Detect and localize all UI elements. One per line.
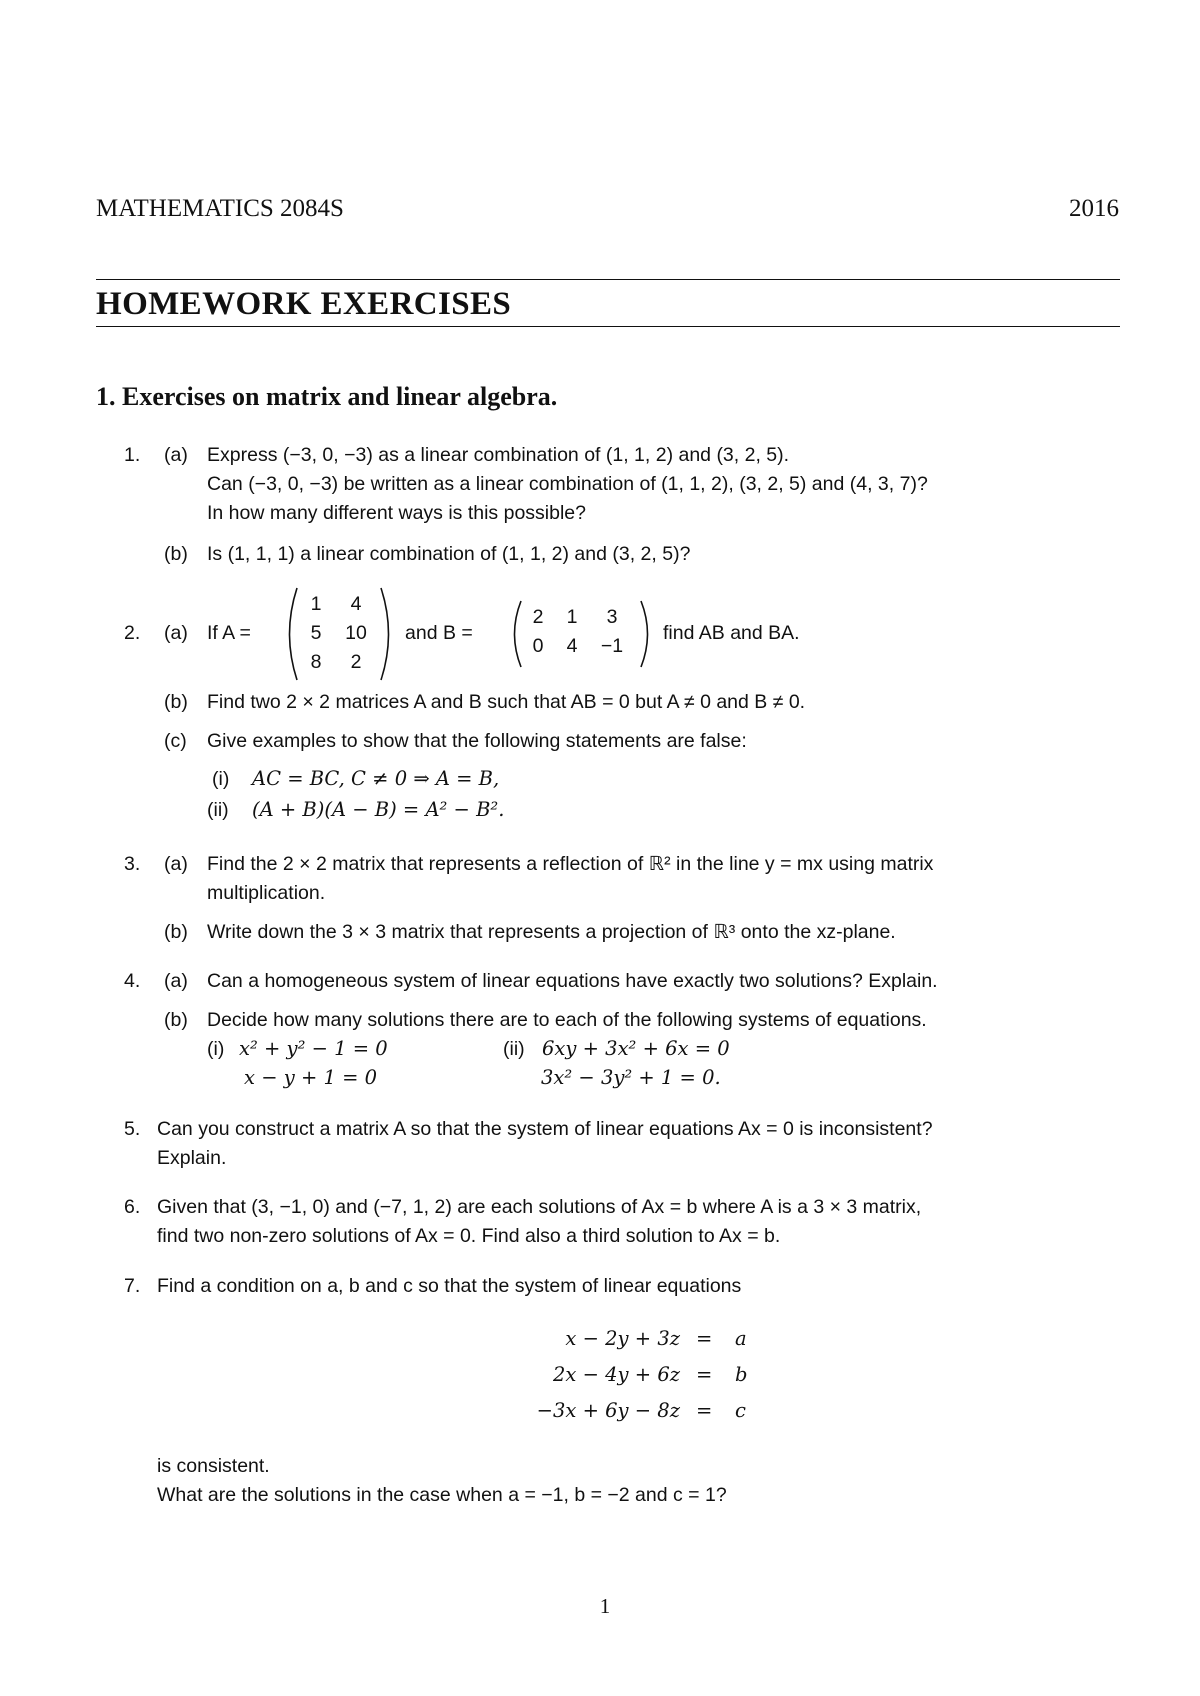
matrix-cell: 5 xyxy=(310,622,322,644)
math-statement: (A + B)(A − B) = A² − B². xyxy=(252,798,505,821)
question-text: Find the 2 × 2 matrix that represents a reflection of ℝ² in the line y = mx using matrix xyxy=(207,853,934,875)
question-text: and B = xyxy=(405,622,473,644)
question-text: Can you construct a matrix A so that the system of linear equations Ax = 0 is inconsistent? xyxy=(157,1118,933,1140)
question-number: 2. xyxy=(124,622,141,644)
matrix-cell: 4 xyxy=(566,635,578,657)
section-heading: 1. Exercises on matrix and linear algebra. xyxy=(96,382,558,411)
question-text: find two non-zero solutions of Ax = 0. Find also a third solution to Ax = b. xyxy=(157,1225,781,1247)
matrix-cell: 2 xyxy=(350,651,362,673)
part-label: (a) xyxy=(164,970,188,992)
question-text: Given that (3, −1, 0) and (−7, 1, 2) are each solutions of Ax = b where A is a 3 × 3 matrix, xyxy=(157,1196,922,1218)
question-number: 6. xyxy=(124,1196,141,1218)
matrix-cell: 4 xyxy=(350,593,362,615)
equation-rhs: c xyxy=(735,1399,746,1422)
question-text: Decide how many solutions there are to each of the following systems of equations. xyxy=(207,1009,927,1031)
equation-equals: = xyxy=(696,1399,713,1422)
course-code: MATHEMATICS 2084S xyxy=(96,195,344,222)
subpart-label: (ii) xyxy=(503,1038,525,1060)
part-label: (c) xyxy=(164,730,187,752)
question-text: Find two 2 × 2 matrices A and B such that AB = 0 but A ≠ 0 and B ≠ 0. xyxy=(207,691,806,713)
document-header xyxy=(96,194,1119,224)
part-label: (b) xyxy=(164,1009,188,1031)
question-text: In how many different ways is this possible? xyxy=(207,502,586,524)
question-text: Find a condition on a, b and c so that the system of linear equations xyxy=(157,1275,742,1297)
part-label: (a) xyxy=(164,622,188,644)
question-text: What are the solutions in the case when a = −1, b = −2 and c = 1? xyxy=(157,1484,727,1506)
question-number: 5. xyxy=(124,1118,141,1140)
matrix-cell: 10 xyxy=(345,622,367,644)
equation-lhs: −3x + 6y − 8z xyxy=(536,1399,680,1422)
equation-rhs: a xyxy=(735,1327,747,1350)
subpart-label: (i) xyxy=(212,768,230,790)
matrix-cell: 0 xyxy=(532,635,544,657)
question-text: Give examples to show that the following statements are false: xyxy=(207,730,747,752)
question-text: Write down the 3 × 3 matrix that represents a projection of ℝ³ onto the xz-plane. xyxy=(207,921,896,943)
matrix-cell: 1 xyxy=(566,606,578,628)
question-number: 1. xyxy=(124,444,141,466)
part-label: (a) xyxy=(164,853,188,875)
equation-lhs: x − 2y + 3z xyxy=(565,1327,680,1350)
question-text: Express (−3, 0, −3) as a linear combination of (1, 1, 2) and (3, 2, 5). xyxy=(207,444,790,466)
question-number: 7. xyxy=(124,1275,141,1297)
matrix-cell: 1 xyxy=(310,593,322,615)
page-title: HOMEWORK EXERCISES xyxy=(96,286,512,322)
question-text: multiplication. xyxy=(207,882,326,904)
year: 2016 xyxy=(1069,195,1119,222)
part-label: (b) xyxy=(164,921,188,943)
equation-equals: = xyxy=(696,1363,713,1386)
part-label: (b) xyxy=(164,543,188,565)
question-number: 4. xyxy=(124,970,141,992)
equation-rhs: b xyxy=(735,1363,748,1386)
equation: 6xy + 3x² + 6x = 0 xyxy=(542,1037,730,1060)
subpart-label: (i) xyxy=(207,1038,225,1060)
subpart-label: (ii) xyxy=(207,799,229,821)
matrix-cell: 3 xyxy=(606,606,618,628)
equation: x − y + 1 = 0 xyxy=(244,1066,378,1089)
equation: x² + y² − 1 = 0 xyxy=(239,1037,388,1060)
question-number: 3. xyxy=(124,853,141,875)
question-text: Can a homogeneous system of linear equations have exactly two solutions? Explain. xyxy=(207,970,938,992)
bottom-rule xyxy=(96,326,1120,327)
page-number: 1 xyxy=(599,1594,611,1618)
question-text: Is (1, 1, 1) a linear combination of (1, 1, 2) and (3, 2, 5)? xyxy=(207,543,691,565)
right-paren xyxy=(636,599,656,669)
equation: 3x² − 3y² + 1 = 0. xyxy=(541,1066,721,1089)
matrix-cell: 2 xyxy=(532,606,544,628)
top-rule xyxy=(96,279,1120,280)
matrix-cell: −1 xyxy=(600,635,624,657)
question-text: Explain. xyxy=(157,1147,227,1169)
matrix-cell: 8 xyxy=(310,651,322,673)
equation-lhs: 2x − 4y + 6z xyxy=(553,1363,680,1386)
right-paren xyxy=(376,586,398,682)
part-label: (a) xyxy=(164,444,188,466)
question-text: find AB and BA. xyxy=(663,622,800,644)
math-statement: AC = BC, C ≠ 0 ⇒ A = B, xyxy=(252,767,500,790)
question-text: If A = xyxy=(207,622,251,644)
part-label: (b) xyxy=(164,691,188,713)
question-text: is consistent. xyxy=(157,1455,270,1477)
question-text: Can (−3, 0, −3) be written as a linear combination of (1, 1, 2), (3, 2, 5) and (4, 3, 7)? xyxy=(207,473,928,495)
equation-equals: = xyxy=(696,1327,713,1350)
